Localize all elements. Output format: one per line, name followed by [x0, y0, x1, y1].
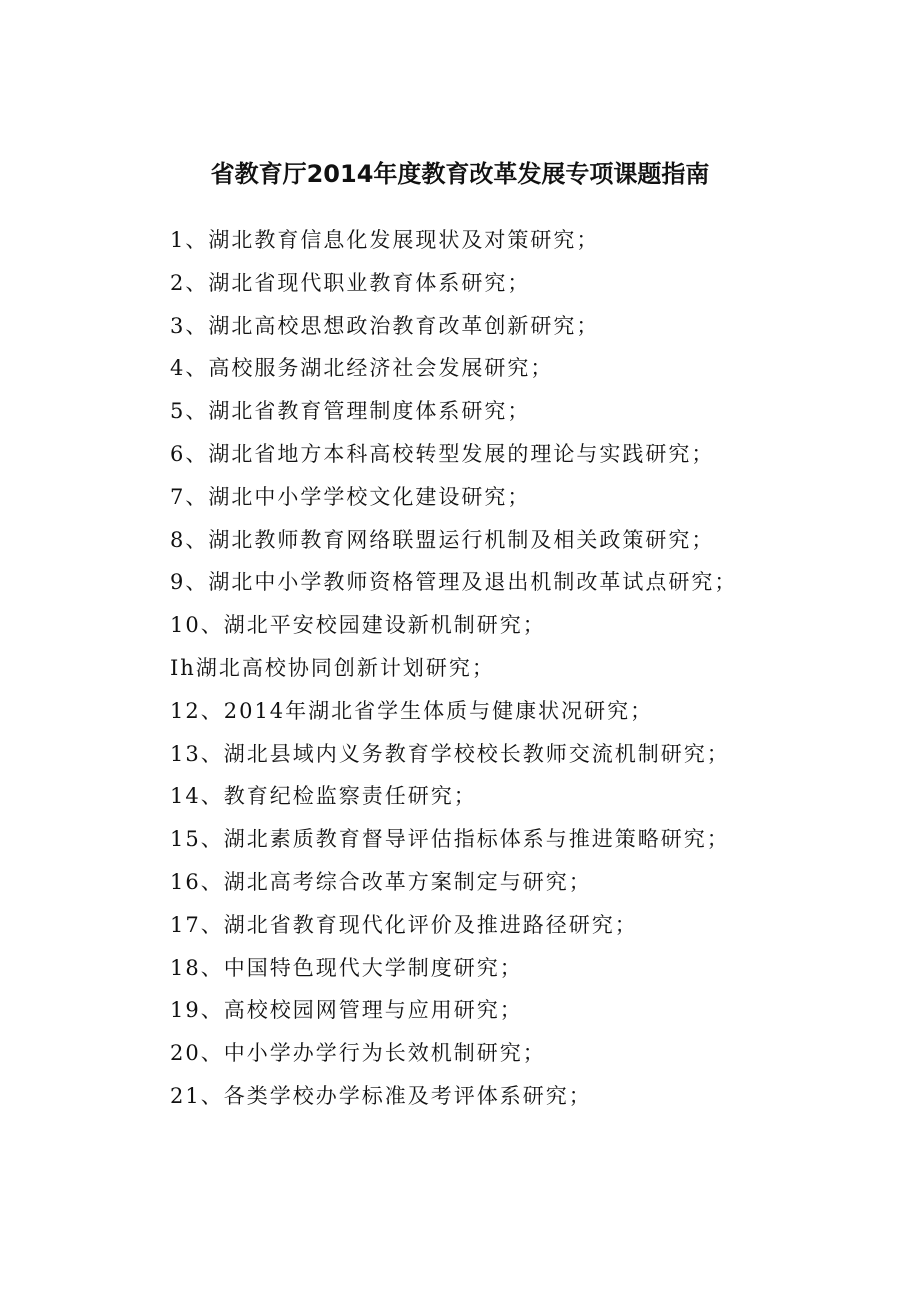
topic-item-7: 7、湖北中小学学校文化建设研究；	[170, 484, 531, 509]
topic-item-5: 5、湖北省教育管理制度体系研究；	[170, 399, 531, 424]
topic-item-9: 9、湖北中小学教师资格管理及退出机制改革试点研究；	[170, 570, 738, 595]
topic-item-10: 10、湖北平安校园建设新机制研究；	[170, 613, 546, 638]
topic-item-18: 18、中国特色现代大学制度研究；	[170, 955, 523, 980]
topic-item-17: 17、湖北省教育现代化评价及推进路径研究；	[170, 912, 638, 937]
topic-item-6: 6、湖北省地方本科高校转型发展的理论与实践研究；	[170, 441, 715, 466]
topic-list	[170, 219, 910, 1118]
topic-item-21: 21、各类学校办学标准及考评体系研究；	[170, 1083, 592, 1108]
topic-item-19: 19、高校校园网管理与应用研究；	[170, 998, 523, 1023]
topic-item-12: 12、2014年湖北省学生体质与健康状况研究；	[170, 698, 654, 723]
topic-item-15: 15、湖北素质教育督导评估指标体系与推进策略研究；	[170, 827, 730, 852]
topic-item-2: 2、湖北省现代职业教育体系研究；	[170, 270, 531, 295]
topic-item-4: 4、高校服务湖北经济社会发展研究；	[170, 356, 554, 381]
page-title: 省教育厅2014年度教育改革发展专项课题指南	[210, 160, 710, 188]
topic-item-13: 13、湖北县域内义务教育学校校长教师交流机制研究；	[170, 741, 730, 766]
topic-item-14: 14、教育纪检监察责任研究；	[170, 784, 477, 809]
topic-item-20: 20、中小学办学行为长效机制研究；	[170, 1041, 546, 1066]
topic-item-16: 16、湖北高考综合改革方案制定与研究；	[170, 869, 592, 894]
topic-item-3: 3、湖北高校思想政治教育改革创新研究；	[170, 313, 600, 338]
topic-item-11: Ih湖北高校协同创新计划研究；	[170, 655, 495, 680]
topic-item-8: 8、湖北教师教育网络联盟运行机制及相关政策研究；	[170, 527, 715, 552]
topic-item-1: 1、湖北教育信息化发展现状及对策研究；	[170, 228, 600, 252]
